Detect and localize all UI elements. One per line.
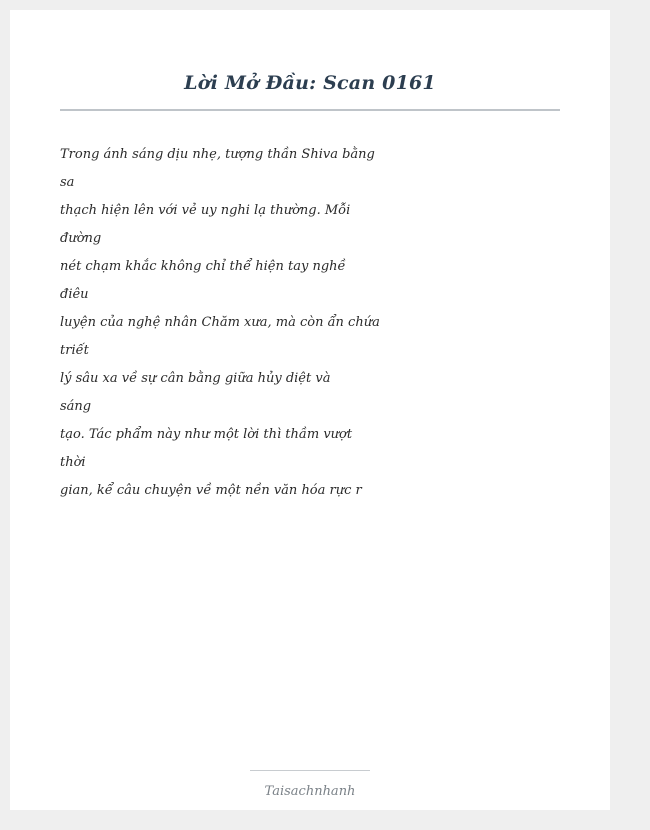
page-title: Lời Mở Đầu: Scan 0161 [184,72,436,94]
text-line: luyện của nghệ nhân Chăm xưa, mà còn ẩn chứa [60,315,380,330]
text-line: gian, kể câu chuyện về một nền văn hóa rực r [60,483,362,498]
text-line: Trong ánh sáng dịu nhẹ, tượng thần Shiva bằng [60,147,375,162]
body-text [60,141,380,505]
text-line: thạch hiện lên với vẻ uy nghi lạ thường. Mỗi [60,203,351,218]
footer-brand: Taisachnhanh [264,784,356,799]
text-line: tạo. Tác phẩm này như một lời thì thầm vượt [60,427,353,442]
title-divider [60,109,560,111]
text-line: lý sâu xa về sự cân bằng giữa hủy diệt và [60,371,331,386]
footer-divider [250,770,370,771]
text-line: sáng [60,399,92,414]
text-line: đường [60,231,102,246]
text-line: sa [60,175,75,190]
text-line: triết [60,343,89,358]
text-line: thời [60,455,86,470]
text-line: điêu [60,287,89,302]
text-line: nét chạm khắc không chỉ thể hiện tay nghề [60,259,346,274]
document-page [10,10,610,810]
